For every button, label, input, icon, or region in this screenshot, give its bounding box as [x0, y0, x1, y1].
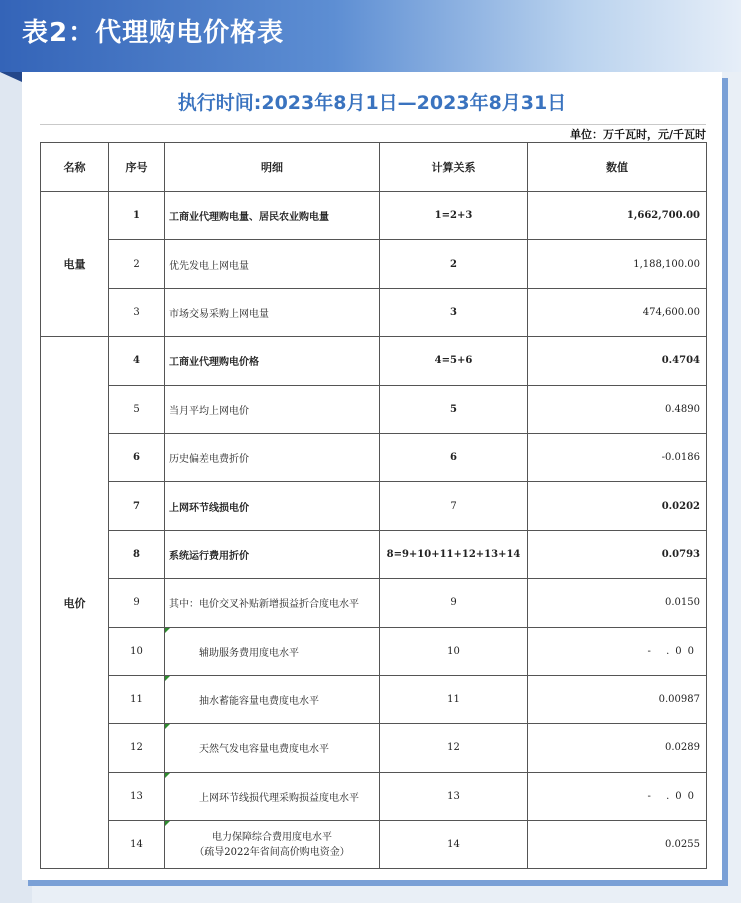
table-row	[41, 288, 707, 336]
table-row	[41, 821, 707, 869]
row-detail: 工商业代理购电量、居民农业购电量	[165, 192, 380, 240]
row-detail: 当月平均上网电价	[165, 385, 380, 433]
row-relation: 8=9+10+11+12+13+14	[380, 530, 528, 578]
table-row	[41, 192, 707, 240]
row-detail-line2: （疏导2022年省间高价购电资金）	[194, 846, 350, 858]
row-detail-text: 天然气发电容量电费度电水平	[199, 744, 329, 756]
row-seq: 6	[109, 433, 165, 481]
group-price: 电价	[41, 337, 109, 869]
header-name: 名称	[41, 143, 109, 192]
row-detail: 优先发电上网电量	[165, 240, 380, 288]
table-row	[41, 240, 707, 288]
row-relation: 11	[380, 675, 528, 723]
row-value: 0.0793	[528, 530, 707, 578]
execution-period: 执行时间:2023年8月1日—2023年8月31日	[177, 92, 567, 114]
row-detail: 上网环节线损电价	[165, 482, 380, 530]
row-value: 0.00987	[528, 675, 707, 723]
banner-title: 表2：代理购电价格表	[22, 18, 285, 48]
row-value: 474,600.00	[528, 288, 707, 336]
row-detail: 工商业代理购电价格	[165, 337, 380, 385]
divider	[40, 124, 706, 125]
table-row	[41, 772, 707, 820]
cell-marker-icon	[165, 724, 170, 729]
group-quantity: 电量	[41, 192, 109, 337]
table-row	[41, 337, 707, 385]
cell-marker-icon	[165, 773, 170, 778]
cell-marker-icon	[165, 821, 170, 826]
row-relation: 6	[380, 433, 528, 481]
row-relation: 12	[380, 724, 528, 772]
row-value: 1,188,100.00	[528, 240, 707, 288]
row-detail-text: 抽水蓄能容量电费度电水平	[199, 696, 319, 708]
cell-marker-icon	[165, 628, 170, 633]
row-value: 0.0289	[528, 724, 707, 772]
row-seq: 5	[109, 385, 165, 433]
row-relation: 13	[380, 772, 528, 820]
row-value: 0.4890	[528, 385, 707, 433]
row-detail	[165, 724, 380, 772]
row-seq: 12	[109, 724, 165, 772]
row-relation: 9	[380, 579, 528, 627]
row-detail	[165, 627, 380, 675]
table-header-row	[41, 143, 707, 192]
row-seq: 9	[109, 579, 165, 627]
row-detail-text: 辅助服务费用度电水平	[199, 647, 299, 659]
cell-marker-icon	[165, 676, 170, 681]
row-detail: 历史偏差电费折价	[165, 433, 380, 481]
table-row	[41, 530, 707, 578]
unit-label: 单位：万千瓦时，元/千瓦时	[569, 128, 706, 141]
row-detail	[165, 675, 380, 723]
row-value: -0.0186	[528, 433, 707, 481]
row-value: 0.0150	[528, 579, 707, 627]
header-seq: 序号	[109, 143, 165, 192]
row-value: 0.0202	[528, 482, 707, 530]
table-row	[41, 579, 707, 627]
row-detail: 市场交易采购上网电量	[165, 288, 380, 336]
table-row	[41, 724, 707, 772]
row-relation: 1=2+3	[380, 192, 528, 240]
header-relation: 计算关系	[380, 143, 528, 192]
table-row	[41, 385, 707, 433]
row-detail: 其中：电价交叉补贴新增损益折合度电水平	[165, 579, 380, 627]
row-relation: 7	[380, 482, 528, 530]
row-detail: 系统运行费用折价	[165, 530, 380, 578]
table-row	[41, 627, 707, 675]
table-row	[41, 433, 707, 481]
row-seq: 11	[109, 675, 165, 723]
row-relation: 4=5+6	[380, 337, 528, 385]
row-value: 0.4704	[528, 337, 707, 385]
row-detail	[165, 772, 380, 820]
row-value: - .00	[528, 627, 707, 675]
table-row	[41, 675, 707, 723]
row-relation: 2	[380, 240, 528, 288]
row-relation: 5	[380, 385, 528, 433]
row-seq: 13	[109, 772, 165, 820]
row-value: 1,662,700.00	[528, 192, 707, 240]
row-seq: 1	[109, 192, 165, 240]
row-seq: 7	[109, 482, 165, 530]
banner-fold	[0, 72, 22, 82]
row-seq: 2	[109, 240, 165, 288]
header-value: 数值	[528, 143, 707, 192]
row-seq: 10	[109, 627, 165, 675]
row-detail-text: 上网环节线损代理采购损益度电水平	[199, 792, 359, 804]
header-detail: 明细	[165, 143, 380, 192]
row-relation: 14	[380, 821, 528, 869]
row-seq: 14	[109, 821, 165, 869]
row-relation: 3	[380, 288, 528, 336]
row-seq: 3	[109, 288, 165, 336]
row-relation: 10	[380, 627, 528, 675]
price-table	[40, 142, 707, 869]
row-value: 0.0255	[528, 821, 707, 869]
table-row	[41, 482, 707, 530]
row-value: - .00	[528, 772, 707, 820]
row-seq: 8	[109, 530, 165, 578]
title-banner	[0, 0, 741, 72]
row-seq: 4	[109, 337, 165, 385]
price-table-card	[22, 72, 722, 880]
row-detail	[165, 821, 380, 869]
row-detail-line1: 电力保障综合费用度电水平	[212, 831, 332, 843]
